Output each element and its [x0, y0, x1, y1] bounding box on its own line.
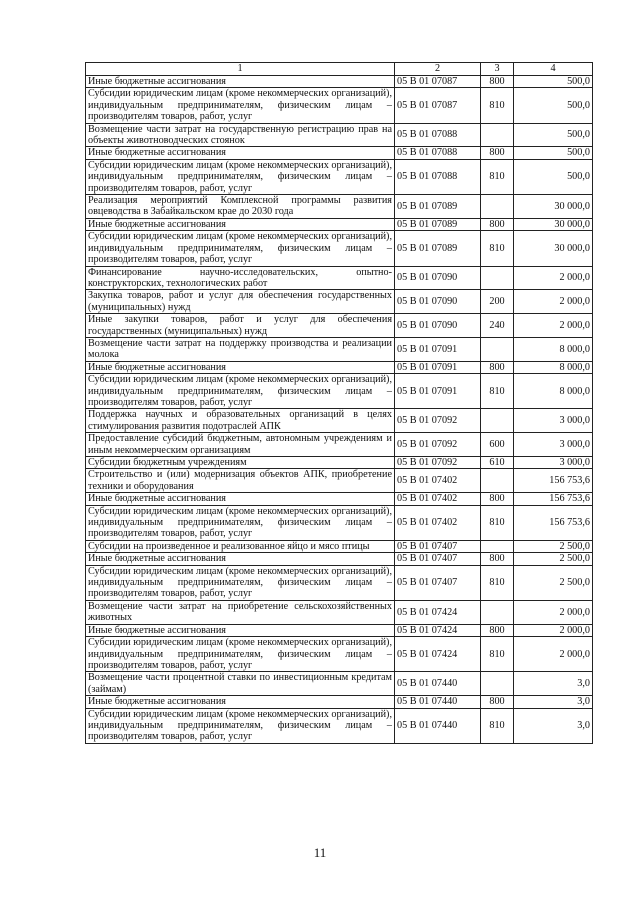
row-name-cell: Субсидии бюджетным учреждениям — [86, 457, 395, 469]
row-sum-cell: 30 000,0 — [514, 195, 593, 219]
header-cell-4: 4 — [514, 63, 593, 76]
row-code-cell: 05 В 01 07088 — [395, 159, 481, 194]
header-cell-3: 3 — [481, 63, 514, 76]
row-name-cell: Субсидии на произведенное и реализованное яйцо и мясо птицы — [86, 540, 395, 552]
table-row — [86, 147, 593, 159]
row-code-cell: 05 В 01 07091 — [395, 374, 481, 409]
row-sum-cell: 2 000,0 — [514, 624, 593, 636]
row-name-cell: Субсидии юридическим лицам (кроме некоммерческих организаций), индивидуальным предпринимателям, физическим лицам – производителям товаров, работ, услуг — [86, 88, 395, 123]
row-type-cell: 610 — [481, 457, 514, 469]
row-code-cell: 05 В 01 07087 — [395, 88, 481, 123]
table-body — [86, 76, 593, 744]
row-code-cell: 05 В 01 07088 — [395, 123, 481, 147]
row-name-cell: Закупка товаров, работ и услуг для обеспечения государственных (муниципальных) нужд — [86, 290, 395, 314]
row-sum-cell: 2 000,0 — [514, 314, 593, 338]
row-name-cell: Иные бюджетные ассигнования — [86, 76, 395, 88]
row-code-cell: 05 В 01 07090 — [395, 266, 481, 290]
row-code-cell: 05 В 01 07089 — [395, 218, 481, 230]
row-code-cell: 05 В 01 07407 — [395, 553, 481, 565]
row-type-cell — [481, 540, 514, 552]
table-row — [86, 337, 593, 361]
row-name-cell: Возмещение части затрат на государственную регистрацию прав на объекты животноводческих стоянок — [86, 123, 395, 147]
row-sum-cell: 500,0 — [514, 123, 593, 147]
row-code-cell: 05 В 01 07440 — [395, 696, 481, 708]
row-name-cell: Финансирование научно-исследовательских, опытно-конструкторских, технологических работ — [86, 266, 395, 290]
row-name-cell: Иные бюджетные ассигнования — [86, 218, 395, 230]
row-sum-cell: 156 753,6 — [514, 505, 593, 540]
header-cell-1: 1 — [86, 63, 395, 76]
table-row — [86, 361, 593, 373]
page-number: 11 — [313, 845, 327, 860]
row-sum-cell: 2 000,0 — [514, 290, 593, 314]
table-row — [86, 231, 593, 266]
row-name-cell: Субсидии юридическим лицам (кроме некоммерческих организаций), индивидуальным предпринимателям, физическим лицам – производителям товаров, работ, услуг — [86, 505, 395, 540]
header-cell-2: 2 — [395, 63, 481, 76]
row-sum-cell: 30 000,0 — [514, 231, 593, 266]
row-type-cell: 810 — [481, 637, 514, 672]
row-sum-cell: 156 753,6 — [514, 493, 593, 505]
row-name-cell: Иные бюджетные ассигнования — [86, 361, 395, 373]
row-type-cell: 810 — [481, 374, 514, 409]
row-sum-cell: 2 500,0 — [514, 540, 593, 552]
row-name-cell: Иные бюджетные ассигнования — [86, 696, 395, 708]
row-type-cell: 600 — [481, 433, 514, 457]
row-type-cell — [481, 123, 514, 147]
row-sum-cell: 500,0 — [514, 88, 593, 123]
table-row — [86, 266, 593, 290]
table-header-row — [86, 63, 593, 76]
row-code-cell: 05 В 01 07440 — [395, 672, 481, 696]
table-row — [86, 76, 593, 88]
table-row — [86, 672, 593, 696]
row-sum-cell: 3,0 — [514, 708, 593, 743]
table-row — [86, 409, 593, 433]
table-row — [86, 600, 593, 624]
row-type-cell — [481, 337, 514, 361]
row-code-cell: 05 В 01 07091 — [395, 361, 481, 373]
row-type-cell — [481, 266, 514, 290]
row-type-cell — [481, 195, 514, 219]
table-row — [86, 88, 593, 123]
row-code-cell: 05 В 01 07089 — [395, 195, 481, 219]
row-sum-cell: 500,0 — [514, 147, 593, 159]
table-row — [86, 708, 593, 743]
table-row — [86, 493, 593, 505]
table-row — [86, 553, 593, 565]
row-type-cell: 800 — [481, 218, 514, 230]
row-sum-cell: 3,0 — [514, 696, 593, 708]
row-type-cell: 810 — [481, 708, 514, 743]
table-row — [86, 696, 593, 708]
row-name-cell: Иные бюджетные ассигнования — [86, 553, 395, 565]
row-code-cell: 05 В 01 07407 — [395, 565, 481, 600]
row-name-cell: Поддержка научных и образовательных организаций в целях стимулирования развития подотраслей АПК — [86, 409, 395, 433]
row-type-cell: 810 — [481, 231, 514, 266]
row-code-cell: 05 В 01 07424 — [395, 600, 481, 624]
table-row — [86, 374, 593, 409]
row-sum-cell: 500,0 — [514, 159, 593, 194]
table-row — [86, 290, 593, 314]
row-sum-cell: 3,0 — [514, 672, 593, 696]
row-name-cell: Строительство и (или) модернизация объектов АПК, приобретение техники и оборудования — [86, 469, 395, 493]
table-row — [86, 469, 593, 493]
row-name-cell: Субсидии юридическим лицам (кроме некоммерческих организаций), индивидуальным предпринимателям, физическим лицам – производителям товаров, работ, услуг — [86, 231, 395, 266]
row-name-cell: Иные бюджетные ассигнования — [86, 147, 395, 159]
row-name-cell: Субсидии юридическим лицам (кроме некоммерческих организаций), индивидуальным предпринимателям, физическим лицам – производителям товаров, работ, услуг — [86, 637, 395, 672]
row-type-cell: 240 — [481, 314, 514, 338]
row-sum-cell: 2 500,0 — [514, 553, 593, 565]
row-sum-cell: 3 000,0 — [514, 433, 593, 457]
row-sum-cell: 8 000,0 — [514, 361, 593, 373]
row-type-cell — [481, 409, 514, 433]
row-type-cell: 800 — [481, 624, 514, 636]
table-row — [86, 624, 593, 636]
row-name-cell: Возмещение части процентной ставки по инвестиционным кредитам (займам) — [86, 672, 395, 696]
row-sum-cell: 30 000,0 — [514, 218, 593, 230]
row-code-cell: 05 В 01 07424 — [395, 624, 481, 636]
row-name-cell: Субсидии юридическим лицам (кроме некоммерческих организаций), индивидуальным предпринимателям, физическим лицам – производителям товаров, работ, услуг — [86, 374, 395, 409]
row-code-cell: 05 В 01 07440 — [395, 708, 481, 743]
table-row — [86, 565, 593, 600]
row-type-cell: 800 — [481, 147, 514, 159]
row-name-cell: Возмещение части затрат на поддержку производства и реализации молока — [86, 337, 395, 361]
row-name-cell: Возмещение части затрат на приобретение сельскохозяйственных животных — [86, 600, 395, 624]
row-code-cell: 05 В 01 07090 — [395, 290, 481, 314]
row-sum-cell: 2 000,0 — [514, 637, 593, 672]
table-row — [86, 505, 593, 540]
row-code-cell: 05 В 01 07088 — [395, 147, 481, 159]
row-name-cell: Иные бюджетные ассигнования — [86, 624, 395, 636]
row-code-cell: 05 В 01 07402 — [395, 493, 481, 505]
row-type-cell: 810 — [481, 505, 514, 540]
row-sum-cell: 3 000,0 — [514, 457, 593, 469]
row-sum-cell: 500,0 — [514, 76, 593, 88]
row-code-cell: 05 В 01 07092 — [395, 433, 481, 457]
row-name-cell: Иные бюджетные ассигнования — [86, 493, 395, 505]
row-code-cell: 05 В 01 07091 — [395, 337, 481, 361]
row-type-cell: 800 — [481, 493, 514, 505]
table-row — [86, 314, 593, 338]
row-type-cell — [481, 469, 514, 493]
table-row — [86, 123, 593, 147]
row-type-cell — [481, 600, 514, 624]
row-sum-cell: 8 000,0 — [514, 374, 593, 409]
row-type-cell — [481, 672, 514, 696]
row-code-cell: 05 В 01 07092 — [395, 457, 481, 469]
row-sum-cell: 156 753,6 — [514, 469, 593, 493]
row-name-cell: Реализация мероприятий Комплексной программы развития овцеводства в Забайкальском крае до 2030 года — [86, 195, 395, 219]
table-row — [86, 218, 593, 230]
budget-table — [85, 62, 593, 744]
row-name-cell: Предоставление субсидий бюджетным, автономным учреждениям и иным некоммерческим организациям — [86, 433, 395, 457]
row-type-cell: 200 — [481, 290, 514, 314]
row-type-cell: 800 — [481, 361, 514, 373]
row-sum-cell: 2 500,0 — [514, 565, 593, 600]
row-code-cell: 05 В 01 07424 — [395, 637, 481, 672]
row-sum-cell: 2 000,0 — [514, 266, 593, 290]
table-row — [86, 159, 593, 194]
row-type-cell: 800 — [481, 76, 514, 88]
row-type-cell: 810 — [481, 159, 514, 194]
table-row — [86, 433, 593, 457]
row-name-cell: Субсидии юридическим лицам (кроме некоммерческих организаций), индивидуальным предпринимателям, физическим лицам – производителям товаров, работ, услуг — [86, 159, 395, 194]
table-row — [86, 457, 593, 469]
row-name-cell: Субсидии юридическим лицам (кроме некоммерческих организаций), индивидуальным предпринимателям, физическим лицам – производителям товаров, работ, услуг — [86, 708, 395, 743]
row-type-cell: 800 — [481, 696, 514, 708]
row-code-cell: 05 В 01 07092 — [395, 409, 481, 433]
row-code-cell: 05 В 01 07087 — [395, 76, 481, 88]
row-type-cell: 810 — [481, 88, 514, 123]
row-sum-cell: 8 000,0 — [514, 337, 593, 361]
row-sum-cell: 3 000,0 — [514, 409, 593, 433]
table-row — [86, 540, 593, 552]
row-type-cell: 800 — [481, 553, 514, 565]
row-name-cell: Иные закупки товаров, работ и услуг для обеспечения государственных (муниципальных) нужд — [86, 314, 395, 338]
table-row — [86, 195, 593, 219]
row-type-cell: 810 — [481, 565, 514, 600]
row-code-cell: 05 В 01 07089 — [395, 231, 481, 266]
row-code-cell: 05 В 01 07402 — [395, 469, 481, 493]
row-sum-cell: 2 000,0 — [514, 600, 593, 624]
table-row — [86, 637, 593, 672]
row-code-cell: 05 В 01 07090 — [395, 314, 481, 338]
row-name-cell: Субсидии юридическим лицам (кроме некоммерческих организаций), индивидуальным предпринимателям, физическим лицам – производителям товаров, работ, услуг — [86, 565, 395, 600]
row-code-cell: 05 В 01 07407 — [395, 540, 481, 552]
row-code-cell: 05 В 01 07402 — [395, 505, 481, 540]
